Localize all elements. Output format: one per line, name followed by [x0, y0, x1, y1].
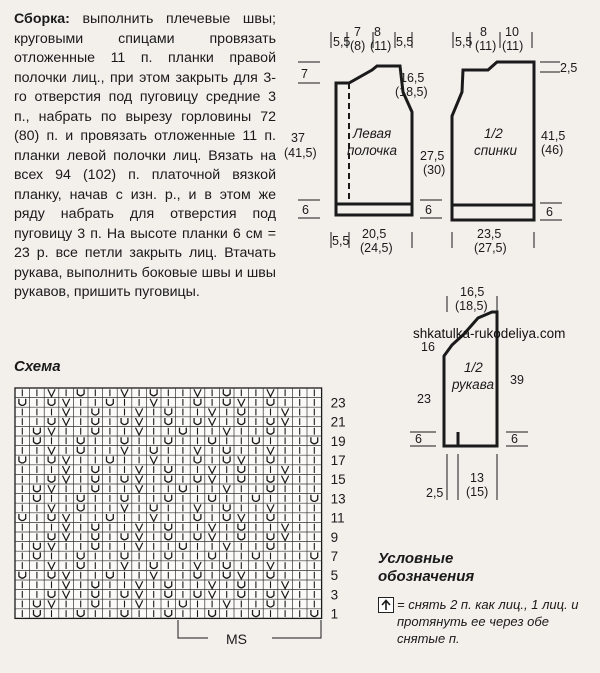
- sleeve-cuff-25: 2,5: [426, 486, 444, 500]
- front-armhole-30: (30): [423, 163, 446, 177]
- legend: [378, 550, 593, 647]
- front-top-7b: (8): [350, 39, 366, 53]
- back-bottom-6: 6: [546, 205, 553, 219]
- ms-bracket: [178, 620, 321, 647]
- row-number: 9: [330, 529, 339, 545]
- front-width-205: 20,5: [362, 227, 387, 241]
- front-armhole-165: 16,5: [400, 71, 425, 85]
- double-decrease-icon: [378, 597, 394, 613]
- front-top-55b: 5,5: [396, 35, 414, 49]
- row-number: 11: [330, 510, 345, 526]
- ms-label: MS: [226, 631, 247, 647]
- back-title-2: спинки: [474, 143, 517, 158]
- knitting-chart: [15, 388, 322, 618]
- site-watermark: shkatulka-rukodeliya.com: [413, 326, 566, 341]
- back-width-275: (27,5): [474, 241, 507, 255]
- assembly-heading: Сборка:: [14, 11, 70, 27]
- sleeve-len-23: 23: [417, 392, 431, 406]
- sleeve-piece: [410, 285, 528, 500]
- back-top-10: 10: [505, 25, 519, 39]
- row-number: 19: [330, 433, 346, 449]
- row-number: 15: [330, 472, 346, 488]
- row-number: 21: [330, 414, 346, 430]
- sleeve-len-39: 39: [510, 373, 524, 387]
- row-number: 1: [330, 606, 339, 622]
- legend-item: [378, 596, 593, 647]
- back-top-8: 8: [374, 25, 381, 39]
- front-title-1: Левая: [353, 126, 392, 141]
- row-number: 3: [330, 587, 339, 603]
- legend-title-1: Условные: [378, 550, 454, 567]
- back-top-11: (11): [370, 39, 392, 53]
- front-side-415: (41,5): [284, 146, 317, 160]
- sleeve-cuff-6b: 6: [511, 432, 518, 446]
- sleeve-title-2: рукава: [452, 377, 494, 392]
- sleeve-w-13: 13: [470, 471, 484, 485]
- back-side-25: 2,5: [560, 61, 578, 75]
- row-numbers: [331, 395, 346, 621]
- front-armhole-275: 27,5: [420, 149, 445, 163]
- front-bottom-6a: 6: [302, 203, 309, 217]
- sleeve-title-1: 1/2: [464, 360, 483, 375]
- front-piece: [284, 25, 445, 255]
- schema-title: Схема: [14, 358, 61, 375]
- sleeve-cap-16: 16: [421, 340, 435, 354]
- back-top-11c: (11): [502, 39, 524, 53]
- front-bottom-6b: 6: [425, 203, 432, 217]
- front-top-55a: 5,5: [333, 35, 351, 49]
- back-width-235: 23,5: [477, 227, 502, 241]
- legend-item-text: = снять 2 п. как лиц., 1 лиц. и протянуть ее через обе снятые п.: [397, 597, 579, 646]
- legend-title-2: обозначения: [378, 568, 475, 585]
- back-top-8b: 8: [480, 25, 487, 39]
- sleeve-top-165: 16,5: [460, 285, 485, 299]
- front-top-7: 7: [354, 25, 361, 39]
- back-top-55: 5,5: [455, 35, 473, 49]
- front-band-55: 5,5: [332, 234, 350, 248]
- row-number: 23: [330, 395, 346, 411]
- row-number: 13: [330, 491, 346, 507]
- front-title-2: полочка: [347, 143, 398, 158]
- sleeve-cuff-6a: 6: [415, 432, 422, 446]
- front-armhole-185: (18,5): [395, 85, 428, 99]
- back-side-46: (46): [541, 143, 564, 157]
- back-title-1: 1/2: [484, 126, 503, 141]
- back-top-11b: (11): [475, 39, 497, 53]
- back-side-415: 41,5: [541, 129, 566, 143]
- sleeve-w-15: (15): [466, 485, 489, 499]
- row-number: 17: [330, 453, 346, 468]
- front-neck-7: 7: [301, 67, 308, 81]
- row-number: 7: [330, 549, 339, 564]
- assembly-text: выполнить плечевые швы; круговыми спицами провязать отложенные 11 п. планки правой полочки лиц., при этом закрыть для 3-го отверстия под пуговицу средние 3 п., набрать по вырезу горловины 72 (80) п. и провязать отложенные 11 п. планки левой полочки лиц. Вязать на всех 94 (102) п. платочной вязкой планку, начав с изн. р., и в этом же ряду набрать для отверстия под пуговицу 3 п. На высоте планки 6 см = 23 р. все петли закрыть лиц. Втачать рукава, выполнить боковые швы и швы рукавов, пришить пуговицы.: [14, 11, 276, 300]
- row-number: 5: [330, 568, 339, 584]
- sleeve-top-185: (18,5): [455, 299, 488, 313]
- front-width-245: (24,5): [360, 241, 393, 255]
- front-side-37: 37: [291, 131, 305, 145]
- back-piece: [452, 25, 577, 255]
